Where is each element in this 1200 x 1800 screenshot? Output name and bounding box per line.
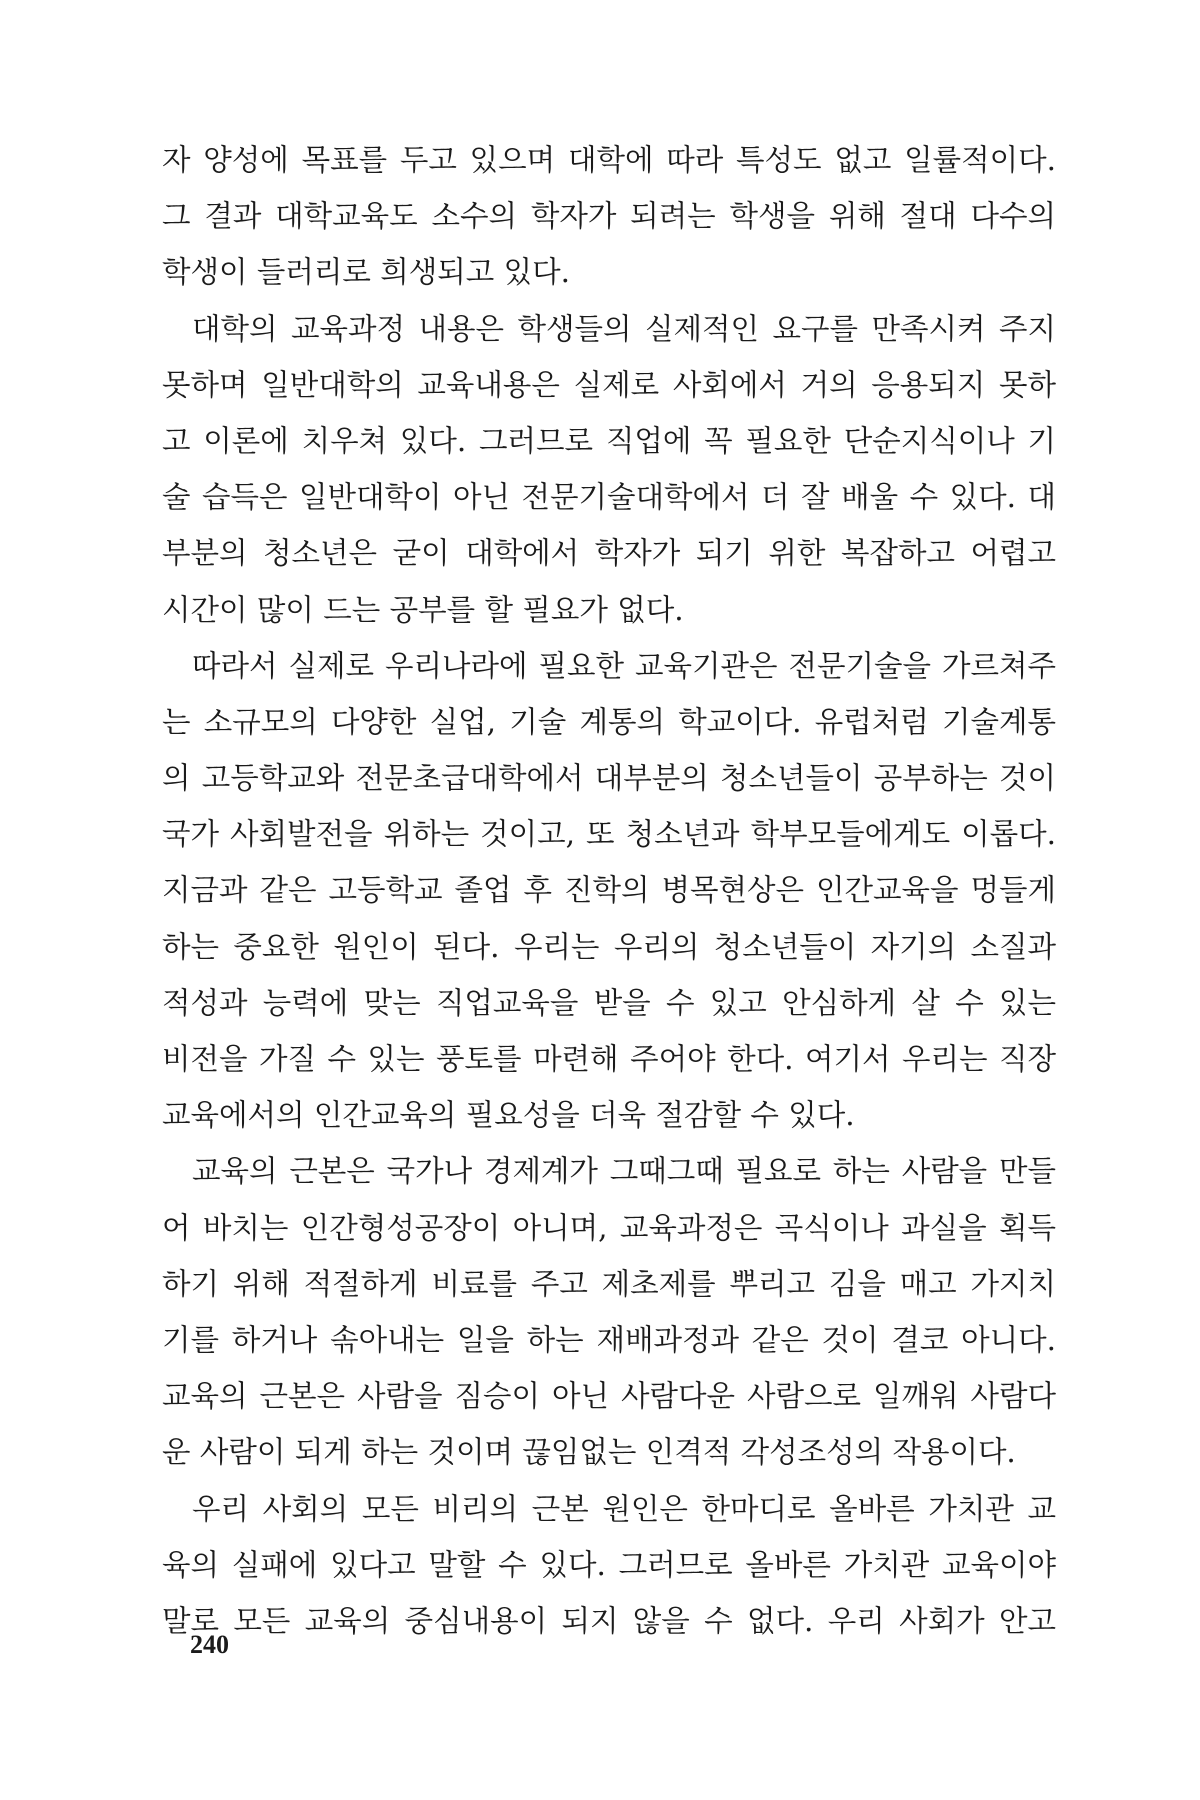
text-line: 따라서 실제로 우리나라에 필요한 교육기관은 전문기술을 가르쳐주 xyxy=(192,648,1056,683)
text-line: 국가 사회발전을 위하는 것이고, 또 청소년과 학부모들에게도 이롭다. xyxy=(162,817,1056,852)
paragraph xyxy=(162,1489,1056,1658)
text-line: 교육의 근본은 사람을 짐승이 아닌 사람다운 사람으로 일깨워 사람다 xyxy=(162,1379,1056,1414)
text-line: 어 바치는 인간형성공장이 아니며, 교육과정은 곡식이나 과실을 획득 xyxy=(162,1210,1056,1245)
text-line: 부분의 청소년은 굳이 대학에서 학자가 되기 위한 복잡하고 어렵고 xyxy=(162,536,1056,571)
paragraph xyxy=(162,646,1056,1152)
text-line: 하기 위해 적절하게 비료를 주고 제초제를 뿌리고 김을 매고 가지치 xyxy=(162,1266,1056,1301)
text-line: 육의 실패에 있다고 말할 수 있다. 그러므로 올바른 가치관 교육이야 xyxy=(162,1547,1056,1582)
paragraph xyxy=(162,309,1056,646)
text-line: 술 습득은 일반대학이 아닌 전문기술대학에서 더 잘 배울 수 있다. 대 xyxy=(162,480,1056,515)
text-line: 시간이 많이 드는 공부를 할 필요가 없다. xyxy=(162,592,684,627)
text-line: 우리 사회의 모든 비리의 근본 원인은 한마디로 올바른 가치관 교 xyxy=(192,1491,1056,1526)
text-line: 교육의 근본은 국가나 경제계가 그때그때 필요로 하는 사람을 만들 xyxy=(192,1154,1056,1189)
text-line: 못하며 일반대학의 교육내용은 실제로 사회에서 거의 응용되지 못하 xyxy=(162,367,1056,402)
text-line: 운 사람이 되게 하는 것이며 끊임없는 인격적 각성조성의 작용이다. xyxy=(162,1435,1016,1470)
text-line: 하는 중요한 원인이 된다. 우리는 우리의 청소년들이 자기의 소질과 xyxy=(162,929,1056,964)
body-text xyxy=(162,140,1056,1657)
text-line: 지금과 같은 고등학교 졸업 후 진학의 병목현상은 인간교육을 멍들게 xyxy=(162,873,1056,908)
text-line: 대학의 교육과정 내용은 학생들의 실제적인 요구를 만족시켜 주지 xyxy=(192,311,1056,346)
text-line: 고 이론에 치우쳐 있다. 그러므로 직업에 꼭 필요한 단순지식이나 기 xyxy=(162,423,1056,458)
page-number: 240 xyxy=(190,1630,229,1659)
paragraph xyxy=(162,1151,1056,1488)
paragraph xyxy=(162,140,1056,309)
text-line: 비전을 가질 수 있는 풍토를 마련해 주어야 한다. 여기서 우리는 직장 xyxy=(162,1042,1056,1076)
text-line: 학생이 들러리로 희생되고 있다. xyxy=(162,255,570,290)
text-line: 기를 하거나 솎아내는 일을 하는 재배과정과 같은 것이 결코 아니다. xyxy=(162,1322,1056,1357)
text-line: 적성과 능력에 맞는 직업교육을 받을 수 있고 안심하게 살 수 있는 xyxy=(162,985,1056,1020)
text-line: 교육에서의 인간교육의 필요성을 더욱 절감할 수 있다. xyxy=(162,1098,855,1133)
text-line: 자 양성에 목표를 두고 있으며 대학에 따라 특성도 없고 일률적이다. xyxy=(162,143,1056,177)
text-line: 그 결과 대학교육도 소수의 학자가 되려는 학생을 위해 절대 다수의 xyxy=(162,199,1056,234)
text-line: 말로 모든 교육의 중심내용이 되지 않을 수 없다. 우리 사회가 안고 xyxy=(162,1603,1056,1638)
text-line: 의 고등학교와 전문초급대학에서 대부분의 청소년들이 공부하는 것이 xyxy=(162,761,1056,796)
text-line: 는 소규모의 다양한 실업, 기술 계통의 학교이다. 유럽처럼 기술계통 xyxy=(162,704,1056,739)
